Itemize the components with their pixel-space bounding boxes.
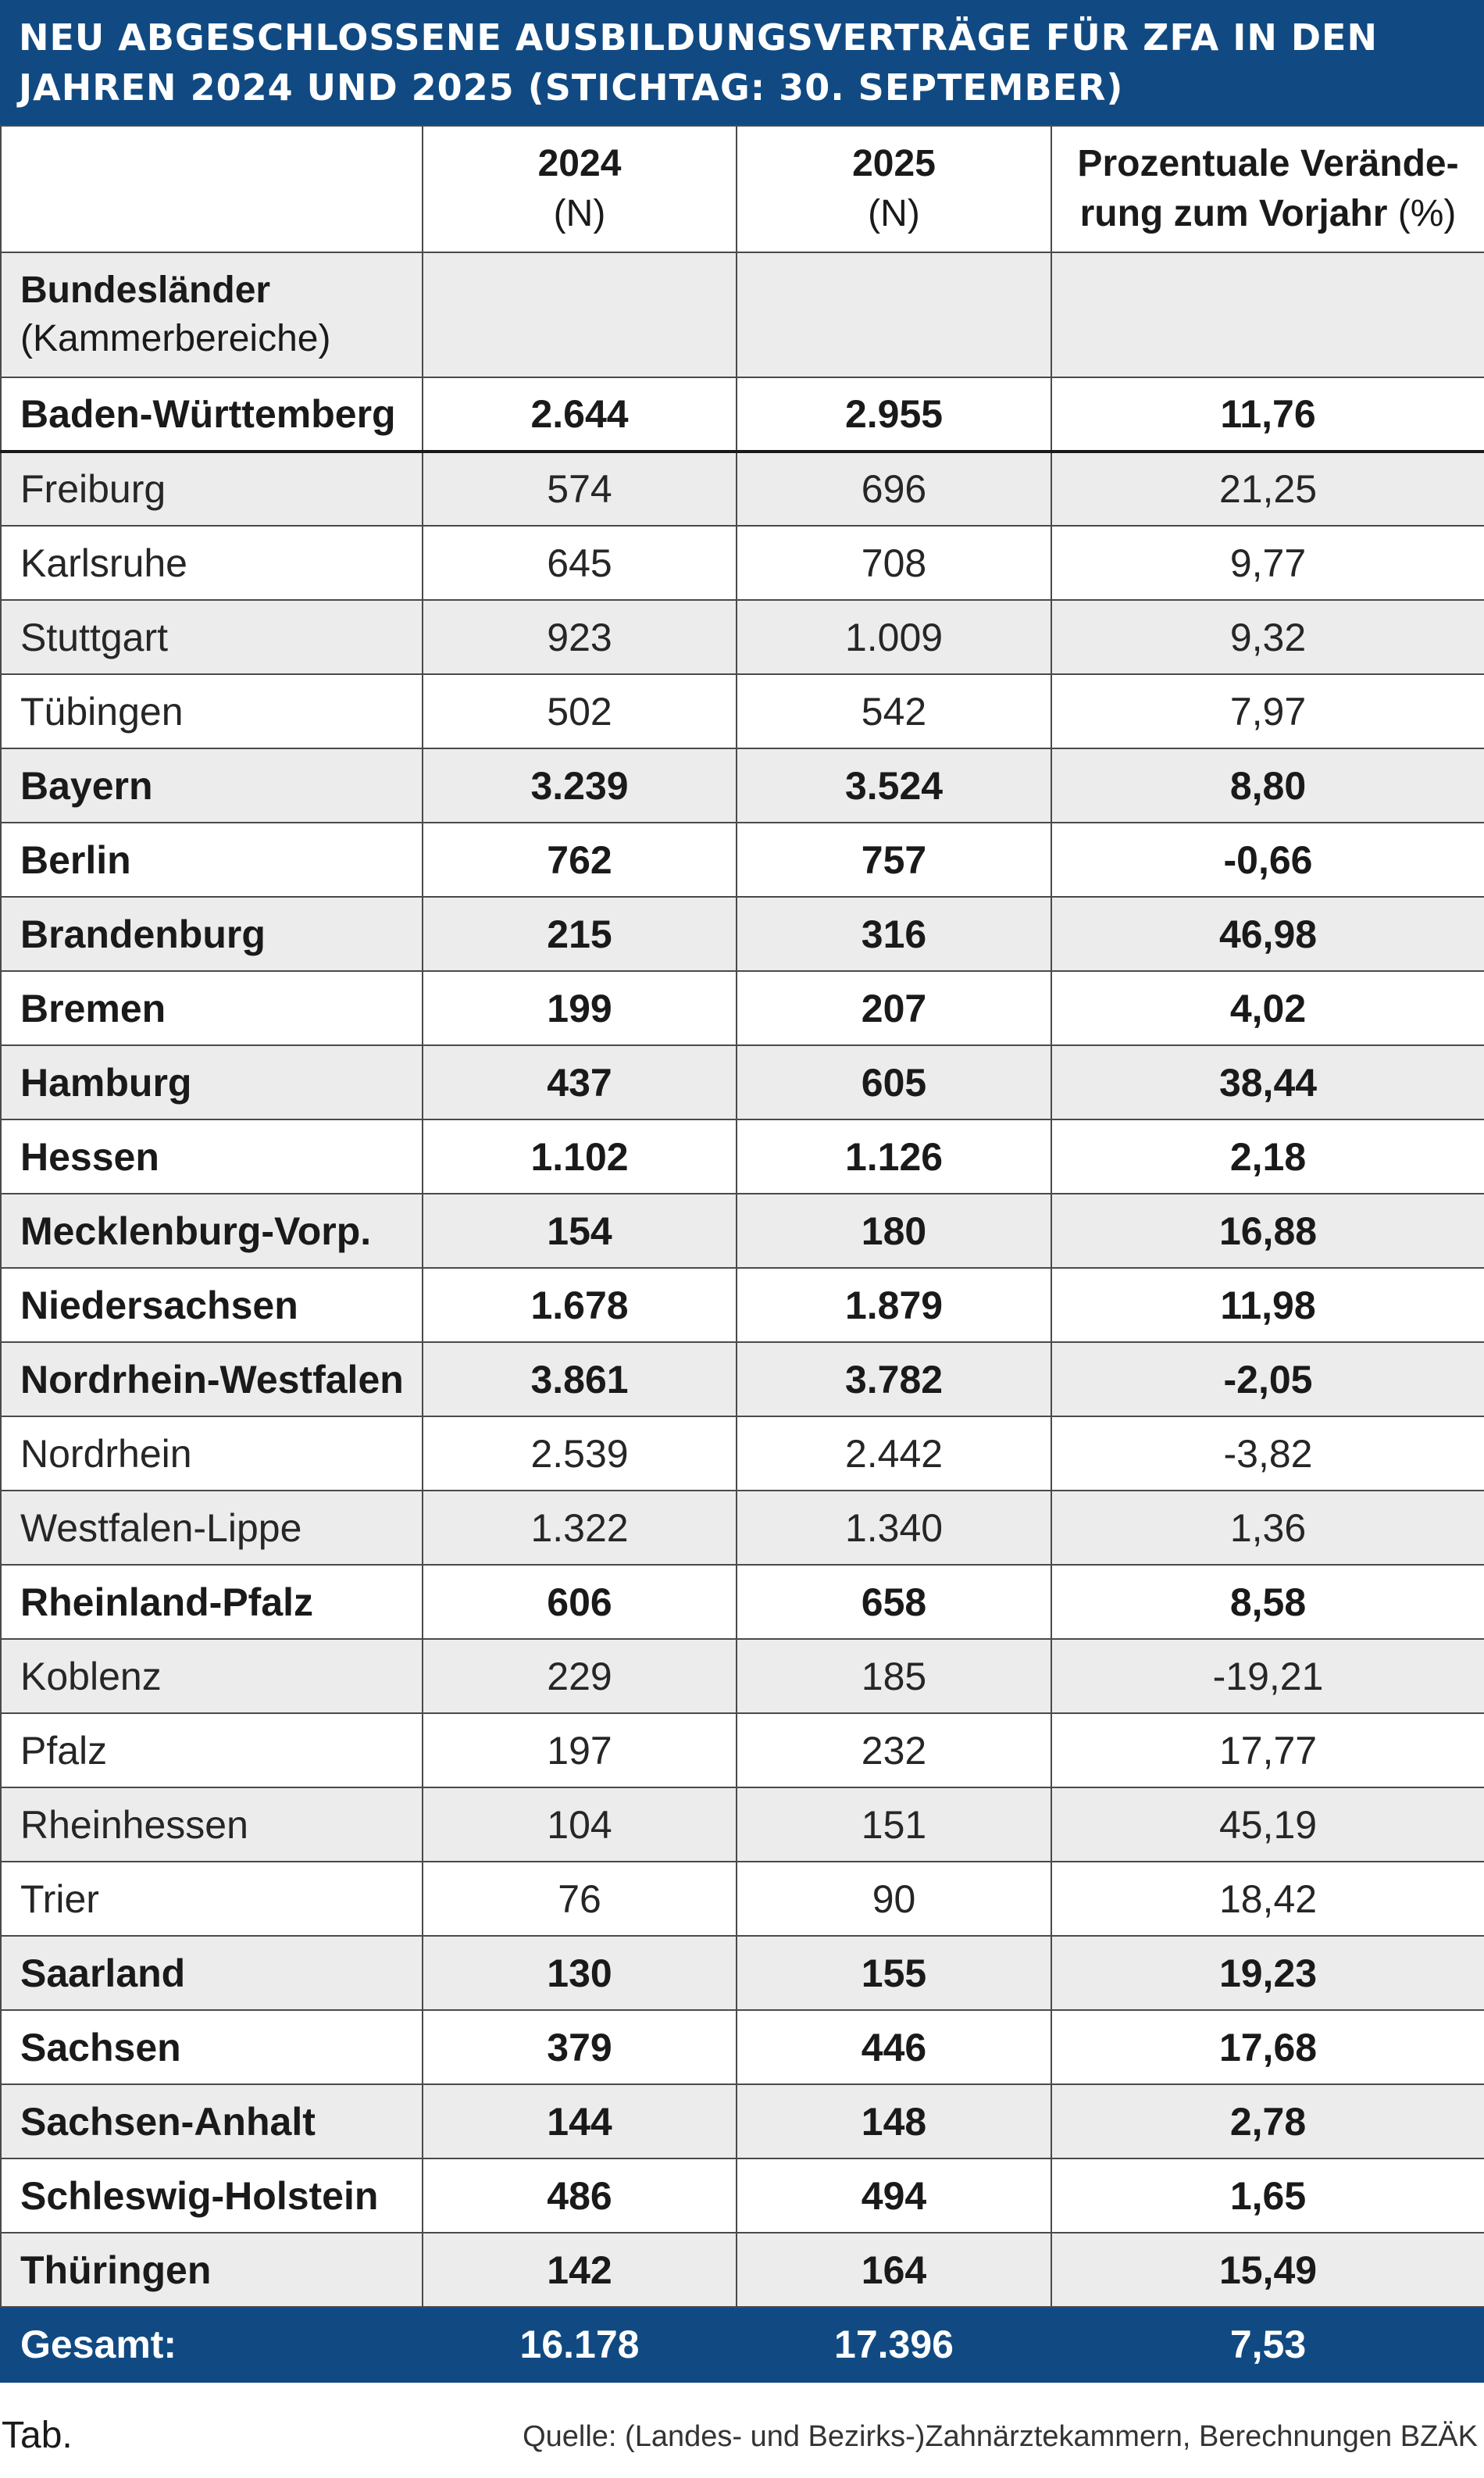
table-row [1,1639,1484,1713]
row-value-2025: 3.524 [737,748,1051,823]
title-line-1: NEU ABGESCHLOSSENE AUSBILDUNGSVERTRÄGE FÜR ZFA IN DEN [19,16,1378,59]
row-value-2024: 104 [423,1787,737,1862]
table-row [1,823,1484,897]
row-name: Sachsen-Anhalt [1,2084,423,2158]
row-value-2025: 3.782 [737,1342,1051,1416]
table-caption-label: Tab. [2,2415,73,2456]
row-value-2025: 757 [737,823,1051,897]
header-pct-line1: Prozentuale Verände- [1077,143,1459,184]
table-row [1,897,1484,971]
row-value-2024: 76 [423,1862,737,1936]
row-value-2024: 437 [423,1045,737,1119]
row-value-2024: 486 [423,2158,737,2233]
row-name: Koblenz [1,1639,423,1713]
table-row [1,1045,1484,1119]
header-2024-unit: (N) [553,193,606,234]
row-percent-change: -19,21 [1051,1639,1484,1713]
subheader-sublabel: (Kammerbereiche) [20,318,331,359]
row-value-2025: 180 [737,1194,1051,1268]
row-value-2025: 151 [737,1787,1051,1862]
row-value-2025: 605 [737,1045,1051,1119]
row-name: Bayern [1,748,423,823]
row-value-2024: 762 [423,823,737,897]
row-name: Freiburg [1,452,423,526]
header-2024-label: 2024 [537,143,622,184]
table-row [1,377,1484,452]
row-percent-change: 2,78 [1051,2084,1484,2158]
row-value-2024: 574 [423,452,737,526]
table-row [1,674,1484,748]
row-value-2025: 316 [737,897,1051,971]
source-note: Quelle: (Landes- und Bezirks-)Zahnärztekammern, Berechnungen BZÄK [523,2420,1478,2453]
row-percent-change: 46,98 [1051,897,1484,971]
row-value-2025: 164 [737,2233,1051,2307]
table-row [1,526,1484,600]
table-row [1,2010,1484,2084]
row-name: Tübingen [1,674,423,748]
header-empty-cell [1,126,423,252]
row-value-2024: 2.644 [423,377,737,452]
row-name: Schleswig-Holstein [1,2158,423,2233]
row-value-2025: 708 [737,526,1051,600]
row-value-2025: 1.126 [737,1119,1051,1194]
row-name: Saarland [1,1936,423,2010]
table-row [1,1565,1484,1639]
row-value-2024: 379 [423,2010,737,2084]
row-percent-change: -0,66 [1051,823,1484,897]
row-percent-change: 4,02 [1051,971,1484,1045]
row-percent-change: 11,98 [1051,1268,1484,1342]
row-value-2025: 1.340 [737,1491,1051,1565]
subheader-label-cell [1,252,423,377]
header-pct-unit: (%) [1397,193,1457,234]
subheader-empty-cell [423,252,737,377]
row-name: Sachsen [1,2010,423,2084]
row-value-2025: 185 [737,1639,1051,1713]
row-name: Rheinhessen [1,1787,423,1862]
row-percent-change: 16,88 [1051,1194,1484,1268]
total-percent-change: 7,53 [1051,2307,1484,2382]
table-row [1,1713,1484,1787]
table-row [1,1491,1484,1565]
row-value-2025: 2.955 [737,377,1051,452]
table-row [1,1268,1484,1342]
row-name: Hamburg [1,1045,423,1119]
table-footer [0,2400,1484,2478]
row-percent-change: -2,05 [1051,1342,1484,1416]
row-name: Berlin [1,823,423,897]
row-name: Stuttgart [1,600,423,674]
row-value-2025: 1.879 [737,1268,1051,1342]
row-value-2025: 494 [737,2158,1051,2233]
row-percent-change: 18,42 [1051,1862,1484,1936]
row-value-2024: 1.322 [423,1491,737,1565]
table-row [1,1787,1484,1862]
row-value-2025: 232 [737,1713,1051,1787]
row-percent-change: -3,82 [1051,1416,1484,1491]
table-row [1,2233,1484,2307]
row-percent-change: 9,77 [1051,526,1484,600]
subheader-empty-cell [1051,252,1484,377]
data-table [0,125,1484,2383]
row-value-2024: 1.102 [423,1119,737,1194]
table-row [1,748,1484,823]
row-value-2025: 207 [737,971,1051,1045]
table-row [1,452,1484,526]
header-2025-label: 2025 [852,143,936,184]
row-percent-change: 21,25 [1051,452,1484,526]
table-row [1,2158,1484,2233]
row-value-2024: 606 [423,1565,737,1639]
row-name: Niedersachsen [1,1268,423,1342]
table-row [1,1194,1484,1268]
row-percent-change: 17,77 [1051,1713,1484,1787]
row-name: Nordrhein [1,1416,423,1491]
row-percent-change: 17,68 [1051,2010,1484,2084]
subheader-row [1,252,1484,377]
row-percent-change: 1,36 [1051,1491,1484,1565]
row-value-2025: 658 [737,1565,1051,1639]
row-percent-change: 9,32 [1051,600,1484,674]
row-value-2024: 130 [423,1936,737,2010]
row-value-2024: 229 [423,1639,737,1713]
row-percent-change: 38,44 [1051,1045,1484,1119]
total-label: Gesamt: [1,2307,423,2382]
row-value-2024: 3.239 [423,748,737,823]
row-value-2024: 1.678 [423,1268,737,1342]
header-percent-change [1051,126,1484,252]
row-name: Nordrhein-Westfalen [1,1342,423,1416]
row-name: Mecklenburg-Vorp. [1,1194,423,1268]
subheader-label: Bundesländer [20,270,271,311]
total-row [1,2307,1484,2382]
row-value-2024: 144 [423,2084,737,2158]
row-value-2025: 542 [737,674,1051,748]
row-percent-change: 8,58 [1051,1565,1484,1639]
row-value-2025: 2.442 [737,1416,1051,1491]
row-name: Karlsruhe [1,526,423,600]
table-row [1,600,1484,674]
row-name: Westfalen-Lippe [1,1491,423,1565]
table-row [1,971,1484,1045]
row-value-2024: 154 [423,1194,737,1268]
table-row [1,1416,1484,1491]
total-value-2024: 16.178 [423,2307,737,2382]
column-header-row [1,126,1484,252]
row-name: Thüringen [1,2233,423,2307]
row-value-2024: 502 [423,674,737,748]
row-value-2024: 142 [423,2233,737,2307]
title-line-2: JAHREN 2024 UND 2025 (STICHTAG: 30. SEPTEMBER) [19,66,1124,109]
table-row [1,1119,1484,1194]
table-row [1,1936,1484,2010]
row-name: Hessen [1,1119,423,1194]
row-value-2024: 199 [423,971,737,1045]
row-percent-change: 2,18 [1051,1119,1484,1194]
row-name: Trier [1,1862,423,1936]
row-value-2024: 215 [423,897,737,971]
row-percent-change: 15,49 [1051,2233,1484,2307]
row-name: Rheinland-Pfalz [1,1565,423,1639]
row-name: Bremen [1,971,423,1045]
row-value-2025: 148 [737,2084,1051,2158]
header-2025 [737,126,1051,252]
row-value-2024: 2.539 [423,1416,737,1491]
header-2024 [423,126,737,252]
table-title [0,0,1484,125]
row-percent-change: 19,23 [1051,1936,1484,2010]
header-pct-line2: rung zum Vorjahr [1079,193,1388,234]
row-name: Pfalz [1,1713,423,1787]
row-value-2024: 3.861 [423,1342,737,1416]
row-value-2025: 90 [737,1862,1051,1936]
row-percent-change: 1,65 [1051,2158,1484,2233]
row-value-2024: 923 [423,600,737,674]
row-value-2025: 446 [737,2010,1051,2084]
row-percent-change: 7,97 [1051,674,1484,748]
row-value-2024: 645 [423,526,737,600]
row-percent-change: 45,19 [1051,1787,1484,1862]
row-percent-change: 8,80 [1051,748,1484,823]
table-row [1,2084,1484,2158]
subheader-empty-cell [737,252,1051,377]
row-name: Baden-Württemberg [1,377,423,452]
table-row [1,1862,1484,1936]
table-row [1,1342,1484,1416]
row-value-2025: 1.009 [737,600,1051,674]
row-name: Brandenburg [1,897,423,971]
row-value-2024: 197 [423,1713,737,1787]
row-percent-change: 11,76 [1051,377,1484,452]
row-value-2025: 155 [737,1936,1051,2010]
row-value-2025: 696 [737,452,1051,526]
header-2025-unit: (N) [868,193,920,234]
total-value-2025: 17.396 [737,2307,1051,2382]
